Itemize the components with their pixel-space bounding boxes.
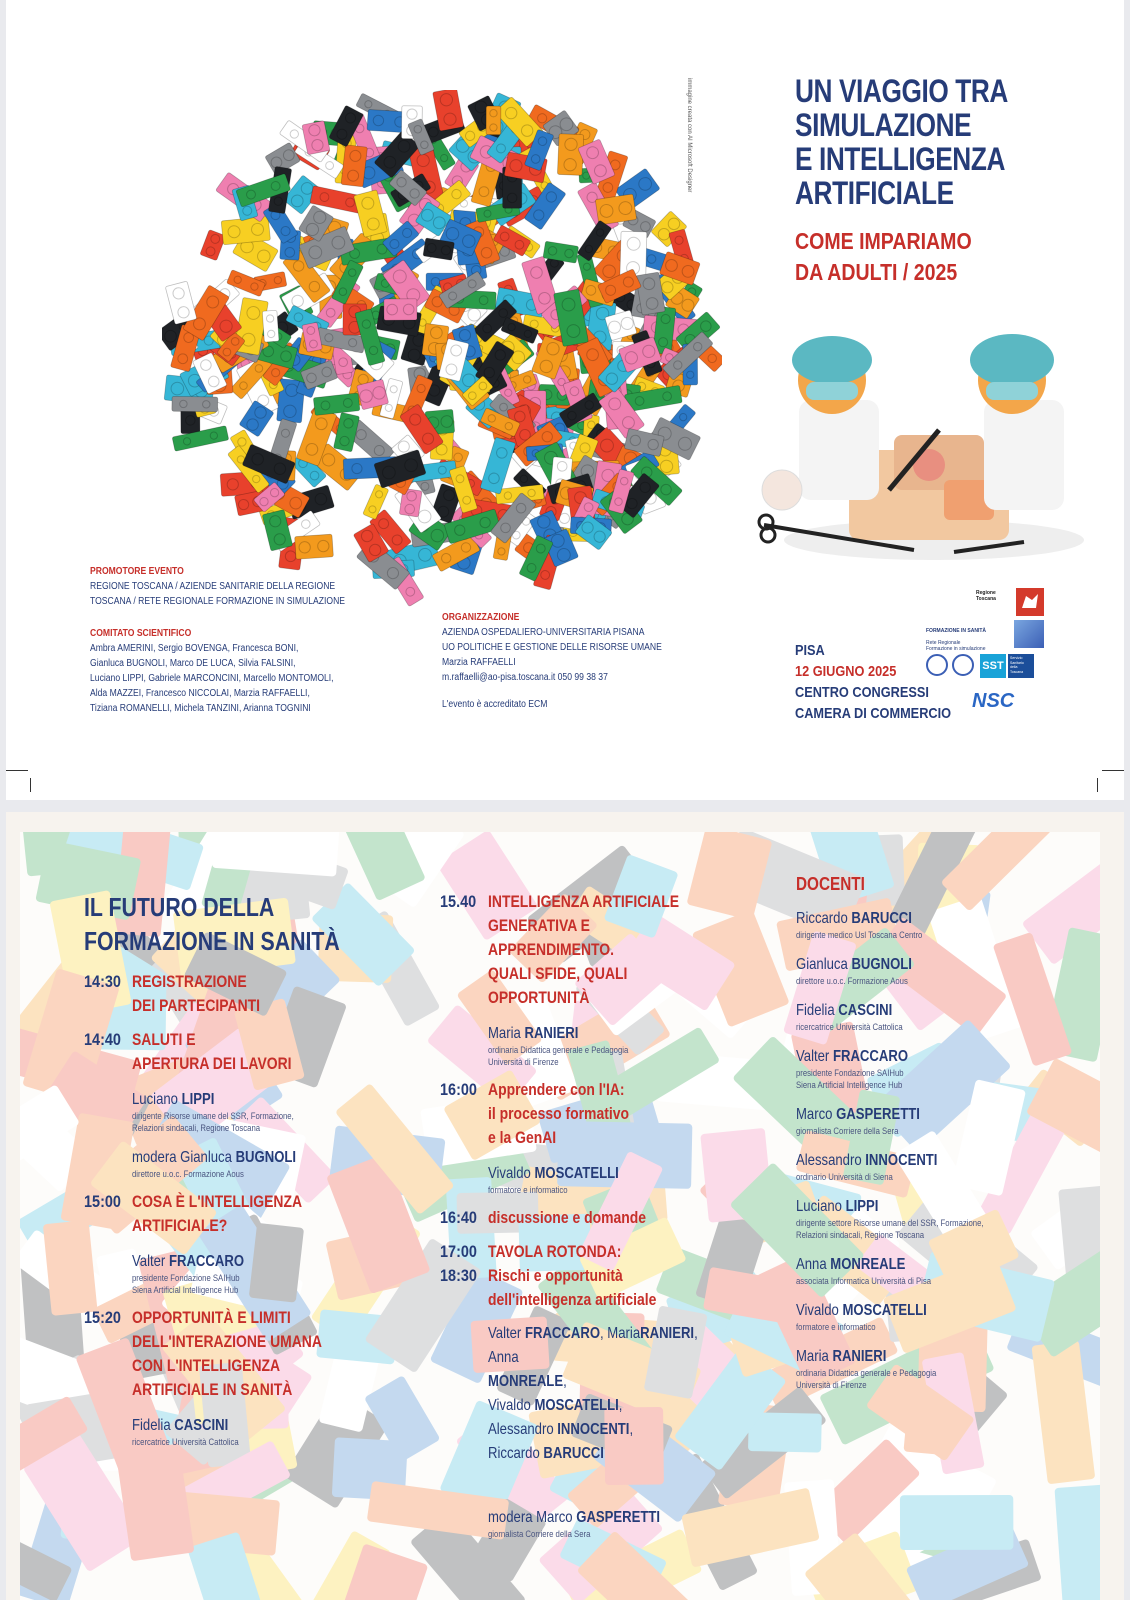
program-column-1 bbox=[84, 890, 404, 1448]
roundtable-speaker: BARUCCI bbox=[543, 1445, 604, 1462]
cover-page bbox=[6, 0, 1124, 800]
program-time: 14:30 bbox=[84, 972, 121, 991]
docente-role: dirigente medico Usl Toscana Centro bbox=[796, 930, 923, 940]
event-info: PISA 12 GIUGNO 2025 CENTRO CONGRESSI CAMERA DI COMMERCIO bbox=[795, 642, 952, 722]
program-column-2 bbox=[440, 880, 770, 1540]
docente-entry bbox=[796, 1197, 1096, 1241]
speaker-role: dirigente Risorse umane del SSR, Formazione, Relazioni sindacali, Regione Toscana bbox=[132, 1111, 294, 1133]
docente-name: Vivaldo MOSCATELLI bbox=[796, 1302, 927, 1319]
event-title: UN VIAGGIO TRA SIMULAZIONE E INTELLIGENZA ARTIFICIALE bbox=[795, 73, 1008, 211]
docente-entry bbox=[796, 909, 1096, 941]
program-item bbox=[84, 1028, 404, 1180]
comitato-block: COMITATO SCIENTIFICO Ambra AMERINI, Sergio BOVENGA, Francesca BONI, Gianluca BUGNOLI, Marco DE LUCA, Silvia FALSINI, Luciano LIPPI, Gabriele MARCONCINI, Marcello MONTOMOLI, Alda MAZZEI, Francesco NICCOLAI, Marzia RAFFAELLI, Tiziana ROMANELLI, Michela TANZINI, Arianna TOGNINI bbox=[90, 628, 334, 714]
speaker-name: Fidelia CASCINI bbox=[132, 1417, 229, 1434]
sponsor-logos bbox=[926, 588, 1046, 728]
docente-role: formatore e informatico bbox=[796, 1322, 876, 1332]
program-item-title: TAVOLA ROTONDA: Rischi e opportunità dell'intelligenza artificiale bbox=[488, 1242, 657, 1309]
roundtable-moderator: modera Marco GASPERETTI bbox=[488, 1509, 661, 1526]
program-item-title: REGISTRAZIONE DEI PARTECIPANTI bbox=[132, 972, 261, 1015]
crop-mark bbox=[30, 778, 31, 792]
event-subtitle: COME IMPARIAMO DA ADULTI / 2025 bbox=[795, 228, 972, 285]
crop-mark bbox=[1097, 778, 1098, 792]
docente-name: Anna MONREALE bbox=[796, 1256, 906, 1273]
docente-role: ordinario Università di Siena bbox=[796, 1172, 893, 1182]
speaker-role: direttore u.o.c. Formazione Aous bbox=[132, 1169, 244, 1179]
speaker-name: modera Gianluca BUGNOLI bbox=[132, 1149, 297, 1166]
speaker-name: Luciano LIPPI bbox=[132, 1091, 215, 1108]
crop-mark bbox=[6, 770, 28, 771]
docente-name: Alessandro INNOCENTI bbox=[796, 1152, 938, 1169]
docente-role: direttore u.o.c. Formazione Aous bbox=[796, 976, 908, 986]
program-item-title: Apprendere con l'IA: il processo formativo e la GenAI bbox=[488, 1080, 629, 1147]
docente-name: Marco GASPERETTI bbox=[796, 1106, 920, 1123]
docente-name: Luciano LIPPI bbox=[796, 1198, 879, 1215]
sst-logo-icon: SST bbox=[980, 654, 1006, 678]
roundtable-speaker: FRACCARO bbox=[524, 1325, 601, 1342]
sst-logo-text: Servizio Sanitario della Toscana bbox=[1008, 654, 1034, 678]
program-item bbox=[440, 890, 770, 1068]
ecm-note: L'evento è accreditato ECM bbox=[442, 699, 548, 710]
program-time: 17:00 18:30 bbox=[440, 1242, 477, 1285]
lego-surgeons-image bbox=[754, 330, 1094, 580]
docente-entry bbox=[796, 1347, 1096, 1391]
program-time: 14:40 bbox=[84, 1030, 121, 1049]
roundtable-speaker: RANIERI bbox=[640, 1325, 695, 1342]
program-item bbox=[84, 1190, 404, 1296]
program-time: 15.40 bbox=[440, 892, 477, 911]
program-item-title: OPPORTUNITÀ E LIMITI DELL'INTERAZIONE UMANA CON L'INTELLIGENZA ARTIFICIALE IN SANITÀ bbox=[132, 1308, 322, 1399]
contact-email-phone[interactable]: m.raffaelli@ao-pisa.toscana.it 050 99 38 37 bbox=[442, 672, 608, 683]
docenti-column bbox=[796, 874, 1096, 1391]
program-time: 16:40 bbox=[440, 1208, 477, 1227]
image-credit: immagine creata con AI Microsoft Designer bbox=[686, 78, 692, 193]
logo-formazione-text: FORMAZIONE IN SANITÀ Rete Regionale Formazione in simulazione bbox=[926, 628, 986, 652]
docente-role: dirigente settore Risorse umane del SSR, Formazione, Relazioni sindacali, Regione Toscana bbox=[796, 1218, 984, 1240]
program-item bbox=[440, 1078, 770, 1196]
logo-regione-toscana-text: Regione Toscana bbox=[976, 590, 996, 602]
program-item-title: SALUTI E APERTURA DEI LAVORI bbox=[132, 1030, 292, 1073]
docente-entry bbox=[796, 955, 1096, 987]
docente-entry bbox=[796, 1255, 1096, 1287]
roundtable-names: Valter FRACCARO, MariaRANIERI, Anna MONREALE, Vivaldo MOSCATELLI, Alessandro INNOCENTI, Riccardo BARUCCI bbox=[488, 1325, 698, 1462]
roundtable-speaker: MONREALE bbox=[488, 1373, 564, 1390]
speaker-role: ordinaria Didattica generale e Pedagogia Università di Firenze bbox=[488, 1045, 629, 1067]
speaker-name: Valter FRACCARO bbox=[132, 1253, 245, 1270]
docente-role: presidente Fondazione SAIHub Siena Artificial Intelligence Hub bbox=[796, 1068, 904, 1090]
docente-role: ricercatrice Università Cattolica bbox=[796, 1022, 903, 1032]
speaker-role: presidente Fondazione SAIHub Siena Artificial Intelligence Hub bbox=[132, 1273, 240, 1295]
program-time: 15:20 bbox=[84, 1308, 121, 1327]
docente-role: associata Informatica Università di Pisa bbox=[796, 1276, 932, 1286]
formazione-logo-icon bbox=[1014, 620, 1044, 648]
university-seal-icon bbox=[926, 654, 948, 676]
program-title: IL FUTURO DELLA FORMAZIONE IN SANITÀ bbox=[84, 892, 340, 956]
docente-role: giornalista Corriere della Sera bbox=[796, 1126, 899, 1136]
program-time: 16:00 bbox=[440, 1080, 477, 1099]
docente-name: Valter FRACCARO bbox=[796, 1048, 909, 1065]
roundtable-speaker: MOSCATELLI bbox=[534, 1397, 619, 1414]
program-item bbox=[440, 1206, 770, 1230]
nsc-logo-icon: NSC bbox=[972, 690, 1015, 712]
roundtable-speakers: Valter FRACCARO, MariaRANIERI, Anna MONREALE, Vivaldo MOSCATELLI, Alessandro INNOCENTI, Riccardo BARUCCI modera Marco GASPERETTI giornalista Corriere della Sera bbox=[440, 1322, 770, 1540]
speaker-name: Vivaldo MOSCATELLI bbox=[488, 1165, 619, 1182]
docente-entry bbox=[796, 1301, 1096, 1333]
docente-entry bbox=[796, 1105, 1096, 1137]
docente-role: ordinaria Didattica generale e Pedagogia Università di Firenze bbox=[796, 1368, 937, 1390]
organizzazione-block: ORGANIZZAZIONE AZIENDA OSPEDALIERO-UNIVERSITARIA PISANA UO POLITICHE E GESTIONE DELLE RISORSE UMANE Marzia RAFFAELLI m.raffaelli@ao-pisa.toscana.it 050 99 38 37 L'evento è accreditato ECM bbox=[442, 610, 700, 712]
speaker-name: Maria RANIERI bbox=[488, 1025, 579, 1042]
docente-name: Maria RANIERI bbox=[796, 1348, 887, 1365]
docente-entry bbox=[796, 1151, 1096, 1183]
docente-entry bbox=[796, 1047, 1096, 1091]
docente-name: Fidelia CASCINI bbox=[796, 1002, 893, 1019]
docente-name: Gianluca BUGNOLI bbox=[796, 956, 912, 973]
program-item bbox=[84, 970, 404, 1018]
program-item-title: INTELLIGENZA ARTIFICIALE GENERATIVA E APPRENDIMENTO. QUALI SFIDE, QUALI OPPORTUNITÀ bbox=[488, 892, 680, 1007]
program-item-title: discussione e domande bbox=[488, 1208, 647, 1227]
crop-mark bbox=[1102, 770, 1124, 771]
program-item-title: COSA È L'INTELLIGENZA ARTIFICIALE? bbox=[132, 1192, 303, 1235]
program-page bbox=[6, 812, 1124, 1600]
promotore-block: PROMOTORE EVENTO REGIONE TOSCANA / AZIENDE SANITARIE DELLA REGIONE TOSCANA / RETE REGIONALE FORMAZIONE IN SIMULAZIONE bbox=[90, 566, 346, 607]
docente-name: Riccardo BARUCCI bbox=[796, 910, 912, 927]
regione-toscana-logo-icon bbox=[1016, 588, 1044, 616]
hospital-seal-icon bbox=[952, 654, 974, 676]
roundtable-speaker: INNOCENTI bbox=[557, 1421, 630, 1438]
speaker-role: ricercatrice Università Cattolica bbox=[132, 1437, 239, 1447]
speaker-role: formatore e informatico bbox=[488, 1185, 568, 1195]
program-time: 15:00 bbox=[84, 1192, 121, 1211]
program-item bbox=[84, 1306, 404, 1448]
program-item bbox=[440, 1240, 770, 1312]
lego-bricks-pile-image bbox=[162, 90, 722, 610]
docente-entry bbox=[796, 1001, 1096, 1033]
docenti-heading: DOCENTI bbox=[796, 874, 865, 894]
